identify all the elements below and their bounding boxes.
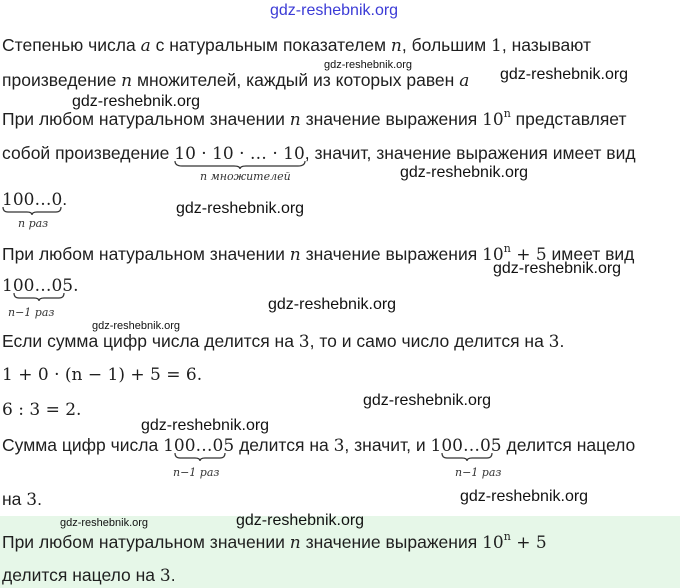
text: делится нацело [501,435,636,455]
watermark: gdz-reshebnik.org [268,296,397,313]
zeros-group: 00…0 [173,436,224,456]
paragraph-3-number [2,274,79,297]
paragraph-5-line-2 [2,488,42,511]
text: , значит, значение выражения имеет вид [304,143,636,163]
text: имеет вид [546,244,635,264]
watermark: gdz-reshebnik.org [324,59,413,71]
digit-five: 5 [223,436,235,456]
equation-division: 6 : 3 = 2. [2,400,82,420]
digit-one: 1 [430,436,442,456]
var-n: n [289,245,301,265]
power-exponent: n [503,107,511,120]
text: представляет [510,109,627,129]
watermark: gdz-reshebnik.org [460,488,589,505]
watermark: gdz-reshebnik.org [493,260,622,277]
plus-five: + 5 [510,245,547,265]
text: с натуральным показателем [150,35,391,55]
zeros-group: 00…0 [12,276,63,296]
number-100-0: 100…0 [2,190,63,210]
var-n: n [390,36,402,56]
zeros-group: 00…0 [441,436,491,456]
power-exponent: n [503,530,511,543]
watermark: gdz-reshebnik.org [92,320,181,332]
text: , называют [501,35,591,55]
text: . [37,489,42,509]
text: При любом натуральном значении [2,244,290,264]
under-label-number: n−1 раз [8,306,55,319]
text: произведение [2,70,122,90]
under-label-num2: n−1 раз [455,466,502,479]
watermark-top: gdz-reshebnik.org [270,2,399,19]
watermark: gdz-reshebnik.org [500,66,629,83]
text: , большим [401,35,492,55]
text: , значит, и [344,435,431,455]
power-base: 10 [482,245,504,265]
under-label-product: n множителей [200,170,291,183]
equation-digit-sum: 1 + 0 · (n − 1) + 5 = 6. [2,365,203,385]
number-three: 3 [159,566,171,586]
text: . [62,189,68,209]
watermark: gdz-reshebnik.org [141,417,270,434]
number-three: 3 [548,332,560,352]
text: множителей, каждый из которых равен [132,70,460,90]
number-three: 3 [333,436,345,456]
underbrace-icon [174,452,226,462]
number-underbrace [2,188,62,211]
product-expression: 10 · 10 · … · 10 [174,144,305,164]
watermark: gdz-reshebnik.org [236,512,365,529]
text: При любом натуральном значении [2,109,290,129]
digit-five: 5. [62,276,79,296]
number-three: 3 [26,490,38,510]
conclusion-line-2 [2,564,176,587]
var-n: n [121,71,133,91]
var-a: a [459,71,470,91]
under-label-number: n раз [18,217,49,230]
plus-five: + 5 [510,533,547,553]
text: делится на [234,435,334,455]
underbrace-icon [2,206,62,216]
text: значение выражения [300,244,483,264]
text: значение выражения [300,109,483,129]
paragraph-2-line-2 [2,142,636,165]
var-n: n [289,533,301,553]
paragraph-1-line-1 [2,34,591,57]
var-n: n [289,110,301,130]
text: Если сумма цифр числа делится на [2,331,299,351]
number-underbrace [441,434,490,457]
var-a: a [140,36,151,56]
under-label-num1: n−1 раз [173,466,220,479]
watermark: gdz-reshebnik.org [363,392,492,409]
paragraph-2-number [2,188,67,211]
text: значение выражения [300,532,483,552]
watermark: gdz-reshebnik.org [60,517,149,529]
power-base: 10 [482,110,504,130]
paragraph-5-line-1 [2,434,635,457]
watermark: gdz-reshebnik.org [400,164,529,181]
underbrace-icon [174,160,306,170]
number-three: 3 [298,332,310,352]
power-base: 10 [482,533,504,553]
watermark: gdz-reshebnik.org [72,93,201,110]
watermark: gdz-reshebnik.org [176,200,305,217]
digit-one: 1 [163,436,174,456]
text: на [2,489,27,509]
text: Степенью числа [2,35,141,55]
text: Сумма цифр числа [2,435,164,455]
product-underbrace [174,142,305,165]
digit-five: 5 [490,436,502,456]
paragraph-1-line-2 [2,69,469,92]
underbrace-icon [441,452,493,462]
power-exponent: n [503,242,511,255]
text: собой произведение [2,143,175,163]
number-one: 1 [491,36,502,56]
underbrace-icon [13,292,65,302]
number-underbrace [174,434,223,457]
text: . [559,331,565,351]
number-underbrace [13,274,62,297]
digit-one: 1 [2,276,13,296]
text: . [170,565,176,585]
text: При любом натуральном значении [2,532,290,552]
text: делится нацело на [2,565,160,585]
conclusion-line-1 [2,526,547,554]
paragraph-4 [2,330,564,353]
text: , то и само число делится на [309,331,549,351]
